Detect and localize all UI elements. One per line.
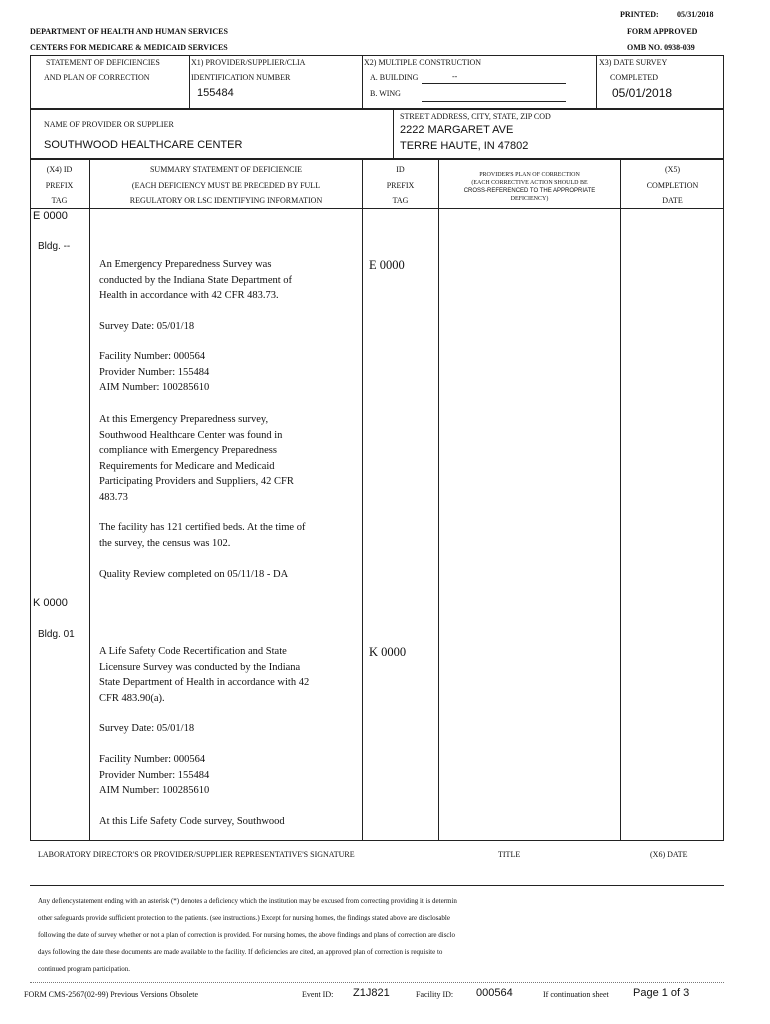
identification-number-label: IDENTIFICATION NUMBER	[191, 73, 291, 82]
tag-k-0000: K 0000	[33, 597, 68, 609]
k-paragraph-1: A Life Safety Code Recertification and State Licensure Survey was conducted by the Indiana State Department of Health in accordance with 42 CFR 483.90(a).	[99, 646, 310, 704]
plan-instruction-1: (EACH CORRECTIVE ACTION SHOULD BE	[471, 180, 588, 186]
department-title: DEPARTMENT OF HEALTH AND HUMAN SERVICES	[30, 27, 228, 36]
provider-id-value: 155484	[197, 87, 234, 99]
x4-tag-label: TAG	[51, 196, 68, 205]
facility-id-label: Facility ID:	[416, 990, 454, 999]
event-id-value: Z1J821	[353, 987, 390, 999]
deficiency-notice: Any defiencystatement ending with an asterisk (*) denotes a deficiency which the institution may be excused from correcting providing it is determin other safeguards provide sufficient protection to the patients. (see instructions.) Except for nursing homes, the findings stated above are disclosable following the date of survey whether or not a plan of correction is provided. For nursing homes, the above findings and plans of correction are disclo days following the date these documents are made available to the facility. If deficiencies are cited, an approved plan of correction is requisite to continued program participation.	[38, 897, 457, 973]
survey-date-value: 05/01/2018	[612, 86, 673, 100]
bldg-k: Bldg. 01	[38, 629, 75, 640]
x2-label: X2) MULTIPLE CONSTRUCTION	[364, 58, 482, 67]
x4-prefix-label: PREFIX	[45, 181, 74, 190]
address-label: STREET ADDRESS, CITY, STATE, ZIP COD	[400, 112, 551, 121]
provider-name-box	[30, 109, 724, 159]
statement-label: STATEMENT OF DEFICIENCIES	[46, 58, 160, 67]
e-paragraph-4: At this Emergency Preparedness survey, Southwood Healthcare Center was found in compliance with Emergency Preparedness Requirements for Medicare and Medicaid Participating Providers and Suppliers, 42 CFR 483.73	[99, 414, 294, 503]
plan-label: PROVIDER'S PLAN OF CORRECTION	[479, 172, 580, 178]
building-value: --	[452, 72, 458, 81]
k-paragraph-2: Survey Date: 05/01/18	[99, 723, 195, 734]
k-paragraph-4: At this Life Safety Code survey, Southwood	[99, 816, 285, 827]
completion-date-label: DATE	[662, 196, 683, 205]
id-label: ID	[396, 165, 405, 174]
omb-number: OMB NO. 0938-039	[627, 43, 695, 52]
x4-id-label: (X4) ID	[46, 165, 73, 174]
tag-k-0000-right: K 0000	[369, 645, 407, 659]
page-number: Page 1 of 3	[633, 987, 690, 999]
x3-label: X3) DATE SURVEY	[599, 58, 668, 67]
tag-e-0000-right: E 0000	[369, 258, 405, 272]
address-line2: TERRE HAUTE, IN 47802	[400, 140, 529, 152]
printed-label: PRINTED:	[620, 10, 659, 19]
event-id-label: Event ID:	[302, 990, 334, 999]
signature-label: LABORATORY DIRECTOR'S OR PROVIDER/SUPPLIER REPRESENTATIVE'S SIGNATURE	[38, 850, 355, 859]
plan-instruction-3: DEFICIENCY)	[510, 196, 549, 202]
summary-label: SUMMARY STATEMENT OF DEFICIENCIE	[149, 165, 303, 174]
e-paragraph-3: Facility Number: 000564 Provider Number: 155484 AIM Number: 100285610	[99, 351, 210, 393]
summary-instruction-2: REGULATORY OR LSC IDENTIFYING INFORMATION	[129, 196, 323, 205]
title-label: TITLE	[498, 850, 521, 859]
tag-e-0000: E 0000	[33, 210, 68, 222]
bldg-e: Bldg. --	[38, 241, 71, 252]
e-paragraph-2: Survey Date: 05/01/18	[99, 321, 195, 332]
address-line1: 2222 MARGARET AVE	[400, 124, 514, 136]
x5-label: (X5)	[664, 165, 681, 174]
e-paragraph-1: An Emergency Preparedness Survey was conducted by the Indiana State Department of Health in accordance with 42 CFR 483.73.	[99, 259, 293, 301]
id-tag-label: TAG	[392, 196, 409, 205]
printed-date: 05/31/2018	[677, 10, 714, 19]
completed-label: COMPLETED	[610, 73, 658, 82]
provider-name-label: NAME OF PROVIDER OR SUPPLIER	[44, 120, 174, 129]
provider-name-value: SOUTHWOOD HEALTHCARE CENTER	[44, 139, 243, 151]
k-paragraph-3: Facility Number: 000564 Provider Number: 155484 AIM Number: 100285610	[99, 754, 210, 796]
facility-id-value: 000564	[476, 987, 513, 999]
x6-date-label: (X6) DATE	[650, 850, 688, 859]
form-number: FORM CMS-2567(02-99) Previous Versions Obsolete	[24, 990, 199, 999]
continuation-label: If continuation sheet	[543, 990, 609, 999]
building-label: A. BUILDING	[370, 73, 419, 82]
form-approved: FORM APPROVED	[627, 27, 698, 36]
x1-label: X1) PROVIDER/SUPPLIER/CLIA	[191, 58, 306, 67]
centers-title: CENTERS FOR MEDICARE & MEDICAID SERVICES	[30, 43, 228, 52]
plan-of-correction-label: AND PLAN OF CORRECTION	[44, 73, 150, 82]
completion-label: COMPLETION	[646, 181, 699, 190]
e-paragraph-5: The facility has 121 certified beds. At the time of the survey, the census was 102.	[99, 522, 306, 549]
summary-instruction: (EACH DEFICIENCY MUST BE PRECEDED BY FULL	[131, 181, 321, 190]
e-paragraph-6: Quality Review completed on 05/11/18 - DA	[99, 569, 289, 580]
wing-label: B. WING	[370, 89, 401, 98]
plan-instruction-2: CROSS-REFERENCED TO THE APPROPRIATE	[463, 188, 596, 194]
id-prefix-label: PREFIX	[386, 181, 415, 190]
